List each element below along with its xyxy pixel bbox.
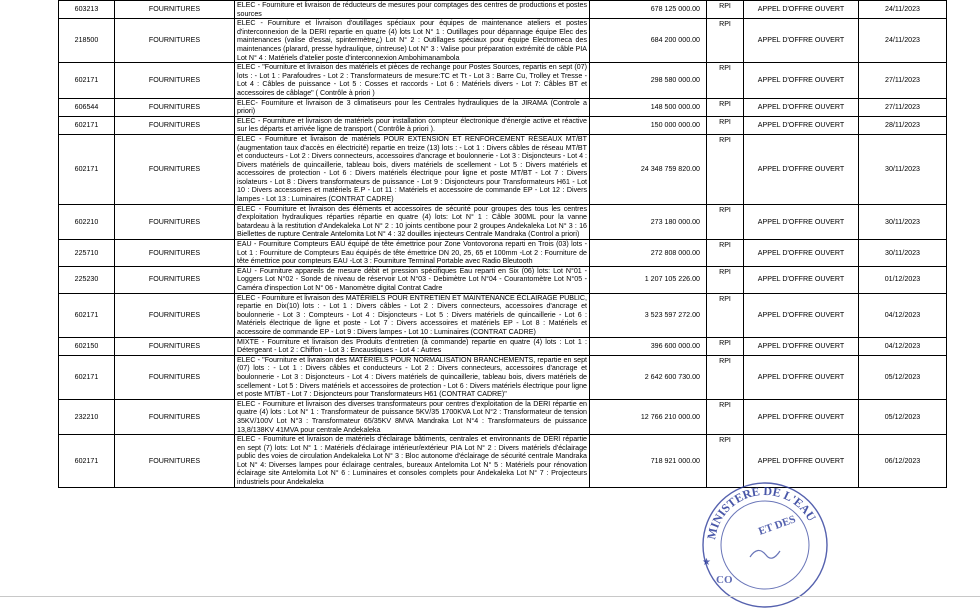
amount-cell: 2 642 600 730.00 (590, 355, 707, 399)
stamp-star-icon: ★ (702, 557, 711, 568)
page-bottom-rule (0, 596, 980, 597)
date-cell: 01/12/2023 (859, 266, 947, 293)
procedure-cell: APPEL D'OFFRE OUVERT (744, 337, 859, 355)
amount-cell: 273 180 000.00 (590, 204, 707, 239)
budget-code-cell: 603213 (59, 1, 115, 19)
budget-code-cell: 602150 (59, 337, 115, 355)
table-row (59, 240, 947, 267)
mode-cell: RPI (707, 63, 744, 98)
date-cell: 04/12/2023 (859, 293, 947, 337)
description-cell: EAU - Fourniture appareils de mesure débit et pression spécifiques Eau reparti en Six (06) lots: Lot N°01 - Loggers Lot N°02 - Sonde de niveau de réservoir Lot N°03 - Debimètre Lot N°04 - Courantomètre Lot N°05 - Caméra d'inspection Lot N° 06 - Manomètre digital Contrat Cadre (235, 266, 590, 293)
budget-code-cell: 602171 (59, 134, 115, 204)
mode-cell: RPI (707, 134, 744, 204)
description-cell: ELEC - Fourniture et livraison des diverses transformateurs pour centres d'exploitation de la DERI répartie en quatre (4) lots : Lot N° 1 : Transformateur de puissance 5KV/35 1700KVA Lot N°2 : Transformateur de tension 35KV/100V Lot N°3 : Transformateur 65/35KV 8MVA Mandraka Lot N°4 : Transformateurs de puissance 13,8/138KV 41MVA pour centrale Andekaleka (235, 399, 590, 434)
date-cell: 05/12/2023 (859, 355, 947, 399)
mode-cell: RPI (707, 435, 744, 488)
procedure-cell: APPEL D'OFFRE OUVERT (744, 355, 859, 399)
table-row (59, 435, 947, 488)
nature-cell: FOURNITURES (115, 204, 235, 239)
budget-code-cell: 232210 (59, 399, 115, 434)
date-cell: 27/11/2023 (859, 63, 947, 98)
procedure-cell: APPEL D'OFFRE OUVERT (744, 435, 859, 488)
procedure-cell: APPEL D'OFFRE OUVERT (744, 293, 859, 337)
procedure-cell: APPEL D'OFFRE OUVERT (744, 19, 859, 63)
budget-code-cell: 602171 (59, 63, 115, 98)
procedure-cell: APPEL D'OFFRE OUVERT (744, 399, 859, 434)
mode-cell: RPI (707, 19, 744, 63)
table-body (59, 1, 947, 488)
nature-cell: FOURNITURES (115, 293, 235, 337)
mode-cell: RPI (707, 116, 744, 134)
table-row (59, 1, 947, 19)
stamp-mid-text: ET DES (756, 513, 798, 538)
nature-cell: FOURNITURES (115, 19, 235, 63)
description-cell: ELEC - Fourniture et livraison des éléments et accessoires de sécurité pour groupes des tous les centres d'exploitation hydrauliques réparties répartie en quatre (4) lots: Lot N° 1 : Câble 300ML pour la vanne batardeau à la restitution d'Andekaleka Lot N° 2 : 10 joints centibone pour 2 groupes Andekaleka Lot N° 3 : 16 Biellettes de rupture Centrale Antelomita Lot N° 4 : 32 douilles injecteurs Centrale Mandraka (Control a priori) (235, 204, 590, 239)
description-cell: EAU - Fourniture Compteurs EAU équipé de tête émettrice pour Zone Vontovorona reparti en Trois (03) lots -Lot 1 : Fourniture de Compteurs Eau équipés de tête émettrice DN 20, 25, 65 et 100mm -Lot 2 : Fourniture de tête émettrice pour compteurs EAU -Lot 3 : Fourniture Terminal Portable avec Radio Bleutooth (235, 240, 590, 267)
mode-cell: RPI (707, 240, 744, 267)
amount-cell: 684 200 000.00 (590, 19, 707, 63)
date-cell: 04/12/2023 (859, 337, 947, 355)
amount-cell: 3 523 597 272.00 (590, 293, 707, 337)
procedure-cell: APPEL D'OFFRE OUVERT (744, 63, 859, 98)
description-cell: ELEC - "Fourniture et livraison des matériels et pièces de rechange pour Postes Sources, repartis en sept (07) lots : - Lot 1 : Parafoudres - Lot 2 : Transformateurs de mesure:TC et Tt - Lot 3 : Barre Cu, Trolley et Tresse -Lot 4 : Câbles de puissance - Lot 5 : Cosses et raccords - Lot 6 : Matériels divers - Lot 7: Câbles BT et accessoires de câblage" ( Contrôle à priori ) (235, 63, 590, 98)
procedure-cell: APPEL D'OFFRE OUVERT (744, 1, 859, 19)
budget-code-cell: 602171 (59, 435, 115, 488)
table-row (59, 19, 947, 63)
mode-cell: RPI (707, 98, 744, 116)
date-cell: 28/11/2023 (859, 116, 947, 134)
table-row (59, 266, 947, 293)
nature-cell: FOURNITURES (115, 337, 235, 355)
mode-cell: RPI (707, 204, 744, 239)
date-cell: 30/11/2023 (859, 204, 947, 239)
amount-cell: 396 600 000.00 (590, 337, 707, 355)
budget-code-cell: 602171 (59, 355, 115, 399)
description-cell: MIXTE - Fourniture et livraison des Produits d'entretien (à commande) repartie en quatre (4) lots : Lot 1 : Détergeant - Lot 2 : Chiffon - Lot 3 : Encaustiques - Lot 4 : Autres (235, 337, 590, 355)
table-row (59, 134, 947, 204)
table-row (59, 399, 947, 434)
table-row (59, 98, 947, 116)
mode-cell: RPI (707, 355, 744, 399)
description-cell: ELEC- Fourniture et livraison de 3 climatiseurs pour les Centrales hydrauliques de la JIRAMA (Controle a priori) (235, 98, 590, 116)
table-row (59, 337, 947, 355)
procedure-cell: APPEL D'OFFRE OUVERT (744, 98, 859, 116)
date-cell: 06/12/2023 (859, 435, 947, 488)
mode-cell: RPI (707, 337, 744, 355)
budget-code-cell: 218500 (59, 19, 115, 63)
table-row (59, 63, 947, 98)
date-cell: 24/11/2023 (859, 19, 947, 63)
procurement-plan-table (58, 0, 947, 488)
budget-code-cell: 225710 (59, 240, 115, 267)
nature-cell: FOURNITURES (115, 355, 235, 399)
table-row (59, 355, 947, 399)
procedure-cell: APPEL D'OFFRE OUVERT (744, 204, 859, 239)
amount-cell: 718 921 000.00 (590, 435, 707, 488)
nature-cell: FOURNITURES (115, 266, 235, 293)
mode-cell: RPI (707, 399, 744, 434)
table-row (59, 116, 947, 134)
nature-cell: FOURNITURES (115, 134, 235, 204)
procedure-cell: APPEL D'OFFRE OUVERT (744, 240, 859, 267)
mode-cell: RPI (707, 1, 744, 19)
description-cell: ELEC - "Fourniture et livraison des MATÉRIELS POUR NORMALISATION BRANCHEMENTS, repartie en sept (07) lots : - Lot 1 : Divers câbles et conducteurs - Lot 2 : Divers connecteurs, accessoires d'ancrage et boulonnerie - Lot 3 : Disjoncteurs - Lot 4 : Divers matériels de quincaillerie, tableau bois, divers matériels de scellement - Lot 5 : Divers matériels et accessoires de protection - Lot 6 : Divers matériels électrique pour ligne et poste MT/BT - Lot 7 : Disjoncteurs pour Transformateurs H61 (CONTRAT CADRE)" (235, 355, 590, 399)
stamp-bottom-text: CO (716, 574, 733, 586)
amount-cell: 272 808 000.00 (590, 240, 707, 267)
description-cell: ELEC - Fourniture et livraison de matériels POUR EXTENSION ET RENFORCEMENT RÉSEAUX MT/BT (augmentation taux d'accès en électricité) repartie en treize (13) lots : - Lot 1 : Divers câbles de réseau MT/BT et conducteurs - Lot 2 : Divers connecteurs, accessoires d'ancrage et boulonnerie - Lot 3 : Disjoncteurs - Lot 4 : Divers matériels de quincaillerie, tableau bois, divers matériels de scellement - Lot 5 : Divers matériels et accessoires de protection - Lot 6 : Divers matériels électrique pour ligne et poste MT/BT - Lot 7 : Divers isolateurs - Lot 8 : Divers transformateurs de puissance - Lot 9 : Disjoncteurs pour Transformateurs H61 - Lot 10 : Divers accessoires et matériels E.P - Lot 11 : Matériels et accessoire de commande EP - Lot 12 : Divers lampes - Lot 13 : Luminaires (CONTRAT CADRE) (235, 134, 590, 204)
mode-cell: RPI (707, 266, 744, 293)
budget-code-cell: 602171 (59, 293, 115, 337)
mode-cell: RPI (707, 293, 744, 337)
nature-cell: FOURNITURES (115, 435, 235, 488)
procedure-cell: APPEL D'OFFRE OUVERT (744, 134, 859, 204)
date-cell: 05/12/2023 (859, 399, 947, 434)
date-cell: 30/11/2023 (859, 134, 947, 204)
description-cell: ELEC - Fourniture et livraison de réducteurs de mesures pour comptages des centres de productions et postes sources (235, 1, 590, 19)
description-cell: ELEC - Fourniture et livraison de matériels pour installation compteur électronique d'énergie active et réactive sur les départs et arrivée ligne de transport ( Contrôle à priori ). (235, 116, 590, 134)
stamp-arc-text: MINISTERE DE L'EAU (704, 483, 819, 541)
amount-cell: 24 348 759 820.00 (590, 134, 707, 204)
amount-cell: 150 000 000.00 (590, 116, 707, 134)
nature-cell: FOURNITURES (115, 63, 235, 98)
amount-cell: 678 125 000.00 (590, 1, 707, 19)
table-row (59, 204, 947, 239)
nature-cell: FOURNITURES (115, 240, 235, 267)
amount-cell: 1 207 105 226.00 (590, 266, 707, 293)
stamp-signature (750, 550, 780, 558)
description-cell: ELEC - Fourniture et livraison des MATÉRIELS POUR ENTRETIEN ET MAINTENANCE ÉCLAIRAGE PUBLIC, repartie en Dix(10) lots : - Lot 1 : Divers câbles - Lot 2 : Divers connecteurs, accessoires d'ancrage et boulonnerie - Lot 3 : Compteurs - Lot 4 : Disjoncteurs - Lot 5 : Divers matériels de quincaillerie - Lot 6 : Matériels électrique de ligne et poste - Lot 7 : Divers accessoires et matériels EP - Lot 8 : Matériels et accessoire de commande EP - Lot 9 : Divers lampes - Lot 10 : Luminaires (CONTRAT CADRE) (235, 293, 590, 337)
procedure-cell: APPEL D'OFFRE OUVERT (744, 266, 859, 293)
budget-code-cell: 225230 (59, 266, 115, 293)
budget-code-cell: 602171 (59, 116, 115, 134)
budget-code-cell: 606544 (59, 98, 115, 116)
procedure-cell: APPEL D'OFFRE OUVERT (744, 116, 859, 134)
description-cell: ELEC - Fourniture et livraison d'outillages spéciaux pour équipes de maintenance ateliers et postes d'interconnexion de la DERI repartie en quatre (4) lots Lot N° 1 : Outillages pour dépannage équipe Elec des maintenances (valise d'essai, spintermètre¿) Lot N° 2 : Outillages spéciaux pour équipe Electromeca des maintenances (plarard, presse hydraulique, cintreuse) Lot N° 3 : Valise pour préparation extrémité de câble PIA Lot N° 4 : Matériels d'atelier poste d'interconnexion Ambohimanambola (235, 19, 590, 63)
nature-cell: FOURNITURES (115, 116, 235, 134)
nature-cell: FOURNITURES (115, 399, 235, 434)
date-cell: 27/11/2023 (859, 98, 947, 116)
date-cell: 30/11/2023 (859, 240, 947, 267)
amount-cell: 148 500 000.00 (590, 98, 707, 116)
table-row (59, 293, 947, 337)
budget-code-cell: 602210 (59, 204, 115, 239)
date-cell: 24/11/2023 (859, 1, 947, 19)
nature-cell: FOURNITURES (115, 98, 235, 116)
description-cell: ELEC - Fourniture et livraison de matériels d'éclairage bâtiments, centrales et environnants de DERI répartie en sept (7) lots: Lot N° 1 : Matériels d'éclairage intérieur/extérieur PIA Lot N° 2 : Divers matériels d'éclairage public des voies de circulation Andekaleka Lot N° 3 : Bloc autonome d'éclairage de sécurité centrale Mandraka Lot N° 4: Diverses lampes pour éclairage centrales, bureaux Antelomita Lot N° 5 : Matériels pour rénovation éclairage site Antelomita Lot N° 6 : Luminaires et consoles complets pour Andekaleka Lot N° 7 : Projecteurs industriels pour Andekaleka (235, 435, 590, 488)
amount-cell: 12 766 210 000.00 (590, 399, 707, 434)
nature-cell: FOURNITURES (115, 1, 235, 19)
amount-cell: 298 580 000.00 (590, 63, 707, 98)
